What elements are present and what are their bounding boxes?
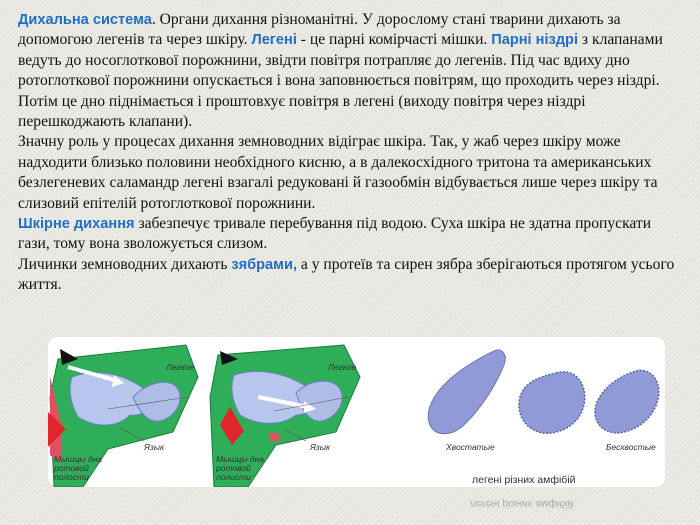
figure-illustration xyxy=(48,337,665,487)
tailed-amphibian-lung xyxy=(428,350,505,434)
figure-caption-reflection: легені різних амфібій xyxy=(470,498,574,510)
tailless-label: Бесхвостые xyxy=(606,442,656,452)
tailless-amphibian-lung-1 xyxy=(519,372,585,433)
text-run: . Органи дихання різноманітні. У дорослому стані тварини дихають за допомогою легенів та через шкіру. xyxy=(18,11,621,49)
floor-muscle-right xyxy=(270,433,280,441)
floor-muscles-label-right xyxy=(216,455,264,482)
floor-label-line-2: ротовой xyxy=(54,463,89,473)
lungs-comparison xyxy=(428,350,659,434)
text-run: - це парні комірчасті мішки. xyxy=(296,31,492,49)
text-run: забезпечує тривале перебування під водою. Суха шкіра не здатна пропускати гази, тому вона зволожується слизом. xyxy=(18,215,652,253)
floor-label-line-3: полости xyxy=(216,472,251,482)
tailed-label: Хвостатые xyxy=(446,442,495,452)
term-lungs: Легені xyxy=(251,32,297,49)
term-respiratory-system: Дихальна система xyxy=(18,12,152,28)
tongue-label-right: Язык xyxy=(310,442,331,452)
paragraph-skin-role: Значну роль у процесах дихання земноводних відіграє шкіра. Так, у жаб через шкіру може надходити близько половини необхідного кисню, а в далекосхідного тритона та американських безлегеневих саламандр легені взагалі редуковані й газообмін відбувається лише через шкіру та слизовий епітелій ротоглоткової порожнини. xyxy=(18,133,658,212)
floor-label-line-1: Мышцы дна xyxy=(54,454,102,464)
tongue-label-left: Язык xyxy=(144,442,165,452)
paragraph-respiratory-system xyxy=(18,10,686,132)
term-gills: зябрами, xyxy=(231,256,297,273)
floor-label-line-1: Мышцы дна xyxy=(216,454,264,464)
paragraph-skin-breathing xyxy=(18,214,686,255)
lung-label-right: Легкое xyxy=(328,362,357,372)
tailless-amphibian-lung-2 xyxy=(595,370,659,433)
text-run: з клапанами ведуть до носоглоткової порожнини, звідти повітря потрапляє до легенів. Під час вдиху дно ротоглоткової порожнини опускається і вона заповнюється повітрям, що проходить через ніздрі. Потім це дно піднімається і проштовхує повітря в легені (виходу повітря через ніздрі перешкоджають клапани). xyxy=(18,31,663,131)
amphibian-breathing-figure xyxy=(48,337,665,487)
text-run: а у протеїв та сирен зябра зберігаються протягом усього життя. xyxy=(18,255,675,294)
paragraph-gills xyxy=(18,255,686,296)
term-skin-breathing: Шкірне дихання xyxy=(18,216,135,233)
floor-label-line-3: полости xyxy=(54,472,89,482)
text-run: Личинки земноводних дихають xyxy=(18,255,232,273)
lung-label-left: Легкое xyxy=(166,362,195,372)
figure-caption: легені різних амфібій xyxy=(472,474,576,486)
term-nostrils: Парні ніздрі xyxy=(491,32,579,49)
slide-text xyxy=(18,10,686,296)
floor-muscles-label-left xyxy=(54,455,102,482)
floor-label-line-2: ротовой xyxy=(216,463,251,473)
